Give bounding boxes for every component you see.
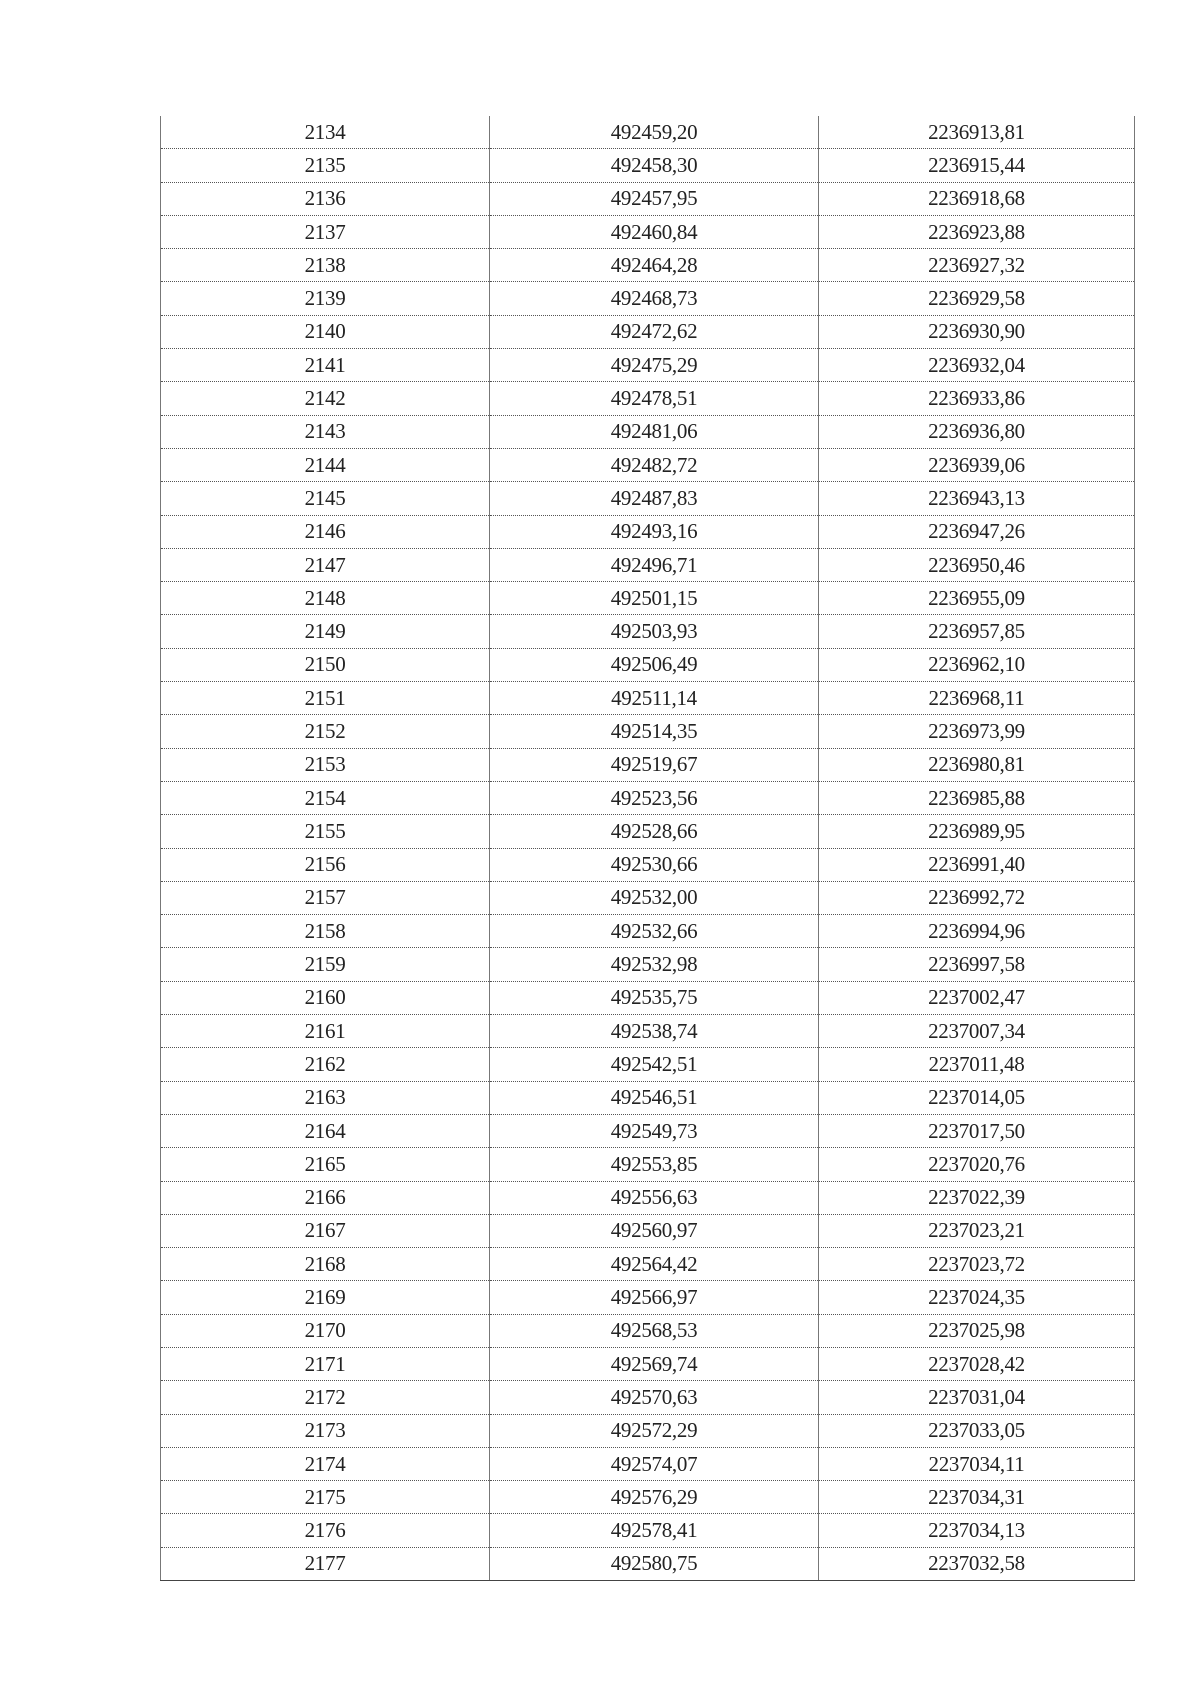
y-coordinate-cell: 2236930,90	[819, 315, 1135, 348]
x-coordinate-cell: 492572,29	[490, 1414, 819, 1447]
x-coordinate-cell: 492487,83	[490, 482, 819, 515]
y-coordinate-cell: 2237033,05	[819, 1414, 1135, 1447]
point-number-cell: 2168	[161, 1248, 490, 1281]
table-row	[161, 915, 1135, 948]
table-row	[161, 1414, 1135, 1447]
point-number-cell: 2173	[161, 1414, 490, 1447]
y-coordinate-cell: 2237028,42	[819, 1347, 1135, 1380]
point-number-cell: 2142	[161, 382, 490, 415]
point-number-cell: 2146	[161, 515, 490, 548]
x-coordinate-cell: 492568,53	[490, 1314, 819, 1347]
y-coordinate-cell: 2237034,11	[819, 1447, 1135, 1480]
x-coordinate-cell: 492546,51	[490, 1081, 819, 1114]
y-coordinate-cell: 2236933,86	[819, 382, 1135, 415]
point-number-cell: 2162	[161, 1048, 490, 1081]
table-row	[161, 315, 1135, 348]
y-coordinate-cell: 2236994,96	[819, 915, 1135, 948]
x-coordinate-cell: 492457,95	[490, 182, 819, 215]
y-coordinate-cell: 2236913,81	[819, 116, 1135, 149]
table-row	[161, 482, 1135, 515]
x-coordinate-cell: 492574,07	[490, 1447, 819, 1480]
y-coordinate-cell: 2236968,11	[819, 682, 1135, 715]
x-coordinate-cell: 492564,42	[490, 1248, 819, 1281]
y-coordinate-cell: 2237002,47	[819, 981, 1135, 1014]
table-row	[161, 948, 1135, 981]
y-coordinate-cell: 2237022,39	[819, 1181, 1135, 1214]
table-row	[161, 1081, 1135, 1114]
point-number-cell: 2161	[161, 1015, 490, 1048]
point-number-cell: 2156	[161, 848, 490, 881]
table-row	[161, 116, 1135, 149]
point-number-cell: 2165	[161, 1148, 490, 1181]
x-coordinate-cell: 492503,93	[490, 615, 819, 648]
x-coordinate-cell: 492519,67	[490, 748, 819, 781]
point-number-cell: 2172	[161, 1381, 490, 1414]
y-coordinate-cell: 2236943,13	[819, 482, 1135, 515]
y-coordinate-cell: 2236973,99	[819, 715, 1135, 748]
point-number-cell: 2135	[161, 149, 490, 182]
point-number-cell: 2174	[161, 1447, 490, 1480]
point-number-cell: 2152	[161, 715, 490, 748]
x-coordinate-cell: 492569,74	[490, 1347, 819, 1380]
table-row	[161, 1048, 1135, 1081]
y-coordinate-cell: 2236957,85	[819, 615, 1135, 648]
x-coordinate-cell: 492481,06	[490, 415, 819, 448]
x-coordinate-cell: 492468,73	[490, 282, 819, 315]
table-row	[161, 981, 1135, 1014]
y-coordinate-cell: 2236929,58	[819, 282, 1135, 315]
table-row	[161, 1181, 1135, 1214]
x-coordinate-cell: 492530,66	[490, 848, 819, 881]
point-number-cell: 2148	[161, 582, 490, 615]
point-number-cell: 2166	[161, 1181, 490, 1214]
y-coordinate-cell: 2236962,10	[819, 648, 1135, 681]
point-number-cell: 2153	[161, 748, 490, 781]
y-coordinate-cell: 2236918,68	[819, 182, 1135, 215]
table-row	[161, 1481, 1135, 1514]
x-coordinate-cell: 492514,35	[490, 715, 819, 748]
point-number-cell: 2137	[161, 215, 490, 248]
x-coordinate-cell: 492553,85	[490, 1148, 819, 1181]
y-coordinate-cell: 2237017,50	[819, 1114, 1135, 1147]
x-coordinate-cell: 492458,30	[490, 149, 819, 182]
y-coordinate-cell: 2237023,21	[819, 1214, 1135, 1247]
table-row	[161, 881, 1135, 914]
y-coordinate-cell: 2236927,32	[819, 249, 1135, 282]
point-number-cell: 2143	[161, 415, 490, 448]
table-row	[161, 548, 1135, 581]
point-number-cell: 2169	[161, 1281, 490, 1314]
table-row	[161, 1281, 1135, 1314]
point-number-cell: 2176	[161, 1514, 490, 1547]
x-coordinate-cell: 492459,20	[490, 116, 819, 149]
x-coordinate-cell: 492560,97	[490, 1214, 819, 1247]
table-row	[161, 1248, 1135, 1281]
table-row	[161, 1381, 1135, 1414]
y-coordinate-cell: 2236915,44	[819, 149, 1135, 182]
table-row	[161, 815, 1135, 848]
y-coordinate-cell: 2236985,88	[819, 781, 1135, 814]
point-number-cell: 2158	[161, 915, 490, 948]
x-coordinate-cell: 492506,49	[490, 648, 819, 681]
y-coordinate-cell: 2236950,46	[819, 548, 1135, 581]
table-row	[161, 249, 1135, 282]
table-row	[161, 149, 1135, 182]
table-row	[161, 1547, 1135, 1580]
point-number-cell: 2140	[161, 315, 490, 348]
x-coordinate-cell: 492460,84	[490, 215, 819, 248]
y-coordinate-cell: 2237031,04	[819, 1381, 1135, 1414]
point-number-cell: 2147	[161, 548, 490, 581]
point-number-cell: 2134	[161, 116, 490, 149]
x-coordinate-cell: 492501,15	[490, 582, 819, 615]
point-number-cell: 2175	[161, 1481, 490, 1514]
y-coordinate-cell: 2236991,40	[819, 848, 1135, 881]
x-coordinate-cell: 492478,51	[490, 382, 819, 415]
y-coordinate-cell: 2237020,76	[819, 1148, 1135, 1181]
table-row	[161, 215, 1135, 248]
table-row	[161, 1148, 1135, 1181]
y-coordinate-cell: 2237011,48	[819, 1048, 1135, 1081]
point-number-cell: 2145	[161, 482, 490, 515]
point-number-cell: 2177	[161, 1547, 490, 1580]
y-coordinate-cell: 2237024,35	[819, 1281, 1135, 1314]
y-coordinate-cell: 2236932,04	[819, 349, 1135, 382]
x-coordinate-cell: 492472,62	[490, 315, 819, 348]
x-coordinate-cell: 492538,74	[490, 1015, 819, 1048]
table-row	[161, 182, 1135, 215]
table-row	[161, 1214, 1135, 1247]
table-row	[161, 349, 1135, 382]
x-coordinate-cell: 492556,63	[490, 1181, 819, 1214]
y-coordinate-cell: 2236936,80	[819, 415, 1135, 448]
table-row	[161, 715, 1135, 748]
x-coordinate-cell: 492578,41	[490, 1514, 819, 1547]
y-coordinate-cell: 2237034,31	[819, 1481, 1135, 1514]
y-coordinate-cell: 2236947,26	[819, 515, 1135, 548]
y-coordinate-cell: 2237025,98	[819, 1314, 1135, 1347]
table-row	[161, 648, 1135, 681]
x-coordinate-cell: 492528,66	[490, 815, 819, 848]
y-coordinate-cell: 2237014,05	[819, 1081, 1135, 1114]
x-coordinate-cell: 492523,56	[490, 781, 819, 814]
y-coordinate-cell: 2236997,58	[819, 948, 1135, 981]
table-row	[161, 382, 1135, 415]
table-row	[161, 748, 1135, 781]
point-number-cell: 2171	[161, 1347, 490, 1380]
table-row	[161, 848, 1135, 881]
coordinates-table	[160, 116, 1135, 1581]
x-coordinate-cell: 492511,14	[490, 682, 819, 715]
table-row	[161, 1314, 1135, 1347]
point-number-cell: 2159	[161, 948, 490, 981]
point-number-cell: 2136	[161, 182, 490, 215]
point-number-cell: 2155	[161, 815, 490, 848]
table-row	[161, 781, 1135, 814]
y-coordinate-cell: 2237034,13	[819, 1514, 1135, 1547]
x-coordinate-cell: 492464,28	[490, 249, 819, 282]
point-number-cell: 2163	[161, 1081, 490, 1114]
x-coordinate-cell: 492475,29	[490, 349, 819, 382]
point-number-cell: 2144	[161, 448, 490, 481]
y-coordinate-cell: 2236939,06	[819, 448, 1135, 481]
coordinates-table-body	[161, 116, 1135, 1581]
x-coordinate-cell: 492580,75	[490, 1547, 819, 1580]
x-coordinate-cell: 492532,98	[490, 948, 819, 981]
y-coordinate-cell: 2237007,34	[819, 1015, 1135, 1048]
table-row	[161, 1015, 1135, 1048]
table-row	[161, 1447, 1135, 1480]
x-coordinate-cell: 492496,71	[490, 548, 819, 581]
x-coordinate-cell: 492549,73	[490, 1114, 819, 1147]
x-coordinate-cell: 492570,63	[490, 1381, 819, 1414]
table-row	[161, 415, 1135, 448]
x-coordinate-cell: 492576,29	[490, 1481, 819, 1514]
y-coordinate-cell: 2236992,72	[819, 881, 1135, 914]
point-number-cell: 2151	[161, 682, 490, 715]
table-row	[161, 282, 1135, 315]
point-number-cell: 2149	[161, 615, 490, 648]
point-number-cell: 2170	[161, 1314, 490, 1347]
point-number-cell: 2167	[161, 1214, 490, 1247]
x-coordinate-cell: 492493,16	[490, 515, 819, 548]
point-number-cell: 2154	[161, 781, 490, 814]
point-number-cell: 2139	[161, 282, 490, 315]
x-coordinate-cell: 492532,00	[490, 881, 819, 914]
point-number-cell: 2138	[161, 249, 490, 282]
y-coordinate-cell: 2236923,88	[819, 215, 1135, 248]
y-coordinate-cell: 2237032,58	[819, 1547, 1135, 1580]
x-coordinate-cell: 492535,75	[490, 981, 819, 1014]
x-coordinate-cell: 492542,51	[490, 1048, 819, 1081]
table-row	[161, 582, 1135, 615]
x-coordinate-cell: 492532,66	[490, 915, 819, 948]
x-coordinate-cell: 492482,72	[490, 448, 819, 481]
x-coordinate-cell: 492566,97	[490, 1281, 819, 1314]
table-row	[161, 682, 1135, 715]
y-coordinate-cell: 2236980,81	[819, 748, 1135, 781]
point-number-cell: 2160	[161, 981, 490, 1014]
point-number-cell: 2150	[161, 648, 490, 681]
table-row	[161, 615, 1135, 648]
y-coordinate-cell: 2236989,95	[819, 815, 1135, 848]
y-coordinate-cell: 2237023,72	[819, 1248, 1135, 1281]
point-number-cell: 2141	[161, 349, 490, 382]
table-row	[161, 448, 1135, 481]
point-number-cell: 2157	[161, 881, 490, 914]
table-row	[161, 1347, 1135, 1380]
table-row	[161, 1114, 1135, 1147]
point-number-cell: 2164	[161, 1114, 490, 1147]
y-coordinate-cell: 2236955,09	[819, 582, 1135, 615]
table-row	[161, 1514, 1135, 1547]
table-row	[161, 515, 1135, 548]
